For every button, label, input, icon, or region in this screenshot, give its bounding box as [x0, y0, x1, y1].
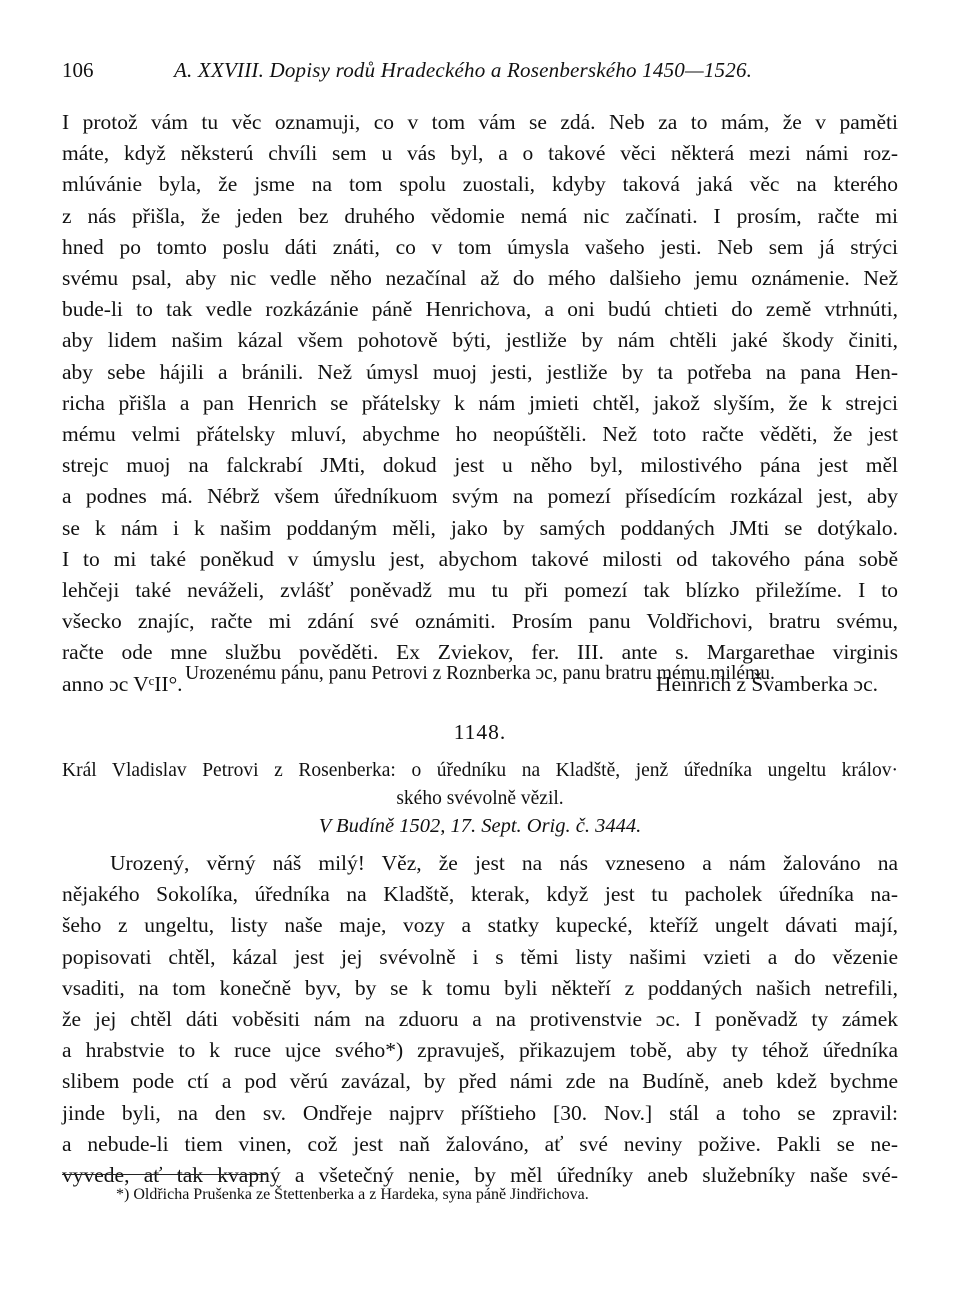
- text-line: a hrabstvie to k ruce ujce svého*) zpravuješ, přikazujem tobě, aby ty téhož úředníka: [62, 1038, 898, 1063]
- text-line: slibem pode ctí a pod věrú zavázal, by před námi zde na Budíně, aneb kdež bychme: [62, 1069, 898, 1094]
- text-line: jinde byli, na den sv. Ondřeje najprv příštieho [30. Nov.] stál a toho se zpravil:: [62, 1100, 898, 1125]
- text-line: vsaditi, na tom konečně byv, by se k tomu byli někteří z poddaných našich netrefili,: [62, 975, 898, 1000]
- text-line: svému psal, aby nic vedle něho nezačínal až do mého dalšieho jemu oznámenie. Než: [62, 266, 898, 291]
- text-line: všecko znajíc, račte mi zdání své oznámiti. Prosím panu Voldřichovi, bratru svému,: [62, 609, 898, 634]
- text-line: že jej chtěl dáti voběsiti nám na zduoru a na protivenstvie ɔc. I poněvadž ty zámek: [62, 1007, 898, 1032]
- text-line: mlúvánie byla, že jsme na tom spolu zuostali, kdyby taková jaká věc na kterého: [62, 172, 898, 197]
- text-line: šeho z ungeltu, listy naše maje, vozy a statky kupecké, kteříž ungelt dávati mají,: [62, 913, 898, 938]
- letter-body: [62, 107, 898, 700]
- text-line: z nás přišla, že jeden bez druhého vědomie nemá nic začínati. I prosím, račte mi: [62, 203, 898, 228]
- text-line: Urozený, věrný náš milý! Věz, že jest na nás vzneseno a nám žalováno na: [110, 851, 898, 875]
- page-number: 106: [62, 58, 94, 82]
- text-line: bude-li to tak vedle rozkázánie páně Henrichova, a oni budú chtieti do země vtrhnúti,: [62, 297, 898, 322]
- text-line: máte, když něksterú chvíli sem u vás byl, a o takové věci některá mezi námi roz-: [62, 141, 898, 166]
- document-regest: [62, 757, 898, 813]
- footnote-divider: [62, 1174, 266, 1175]
- running-title: A. XXVIII. Dopisy rodů Hradeckého a Rosenberského 1450—1526.: [174, 58, 753, 82]
- text-line: I to mi také poněkud v úmyslu jest, abychom takové milosti od takového pána sobě: [62, 546, 898, 571]
- text-line: račte ode mne službu pověděti. Ex Zviekov, fer. III. ante s. Margarethae virginis: [62, 640, 898, 665]
- signature: Heinrich z Švamberka ɔc.: [655, 671, 878, 696]
- letter-address: Urozenému pánu, panu Petrovi z Roznberka ɔc, panu bratru mému milému.: [185, 663, 775, 684]
- regest-line: Král Vladislav Petrovi z Rosenberka: o úředníku na Kladště, jenž úředníka ungeltu králov·: [62, 760, 898, 781]
- text-line: hned po tomto poslu dáti znáti, co v tom úmysla vašeho jesti. Neb sem já strýci: [62, 234, 898, 259]
- document-body: [62, 848, 898, 1191]
- text-line: lehčeji také neváželi, zvlášť poněvadž mu tu při pomezí tak blízko přiležíme. I to: [62, 578, 898, 603]
- text-line: vyvede, ať tak kvapný a všetečný nenie, by měl úředníky aneb služebníky naše své-: [62, 1163, 898, 1188]
- footnote: *) Oldřicha Prušenka ze Štettenberka a z Hardeka, syna páně Jindřichova.: [116, 1186, 589, 1203]
- document-dating: V Budíně 1502, 17. Sept. Orig. č. 3444.: [318, 815, 642, 837]
- text-line: aby lidem našim kázal všem pohotově býti, jestliže by nám chtěli jaké škody činiti,: [62, 328, 898, 353]
- text-line: nějakého Sokolíka, úředníka na Kladště, kterak, když jest tu pacholek úředníka na-: [62, 882, 898, 907]
- text-line: popisovati chtěl, kázal jest jej svévolně i s těmi listy našimi vzieti a do vězenie: [62, 944, 898, 969]
- text-line: a podnes má. Nébrž všem úředníkuom svým na pomezí přísedícím rozkázal jest, aby: [62, 484, 898, 509]
- text-line: mému velmi přátelsky mluví, abychme ho neopúštěli. Než toto račte věděti, že jest: [62, 422, 898, 447]
- text-line: aby sebe hájili a bránili. Než úmysl muoj jesti, jestliže by ta potřeba na pana Hen-: [62, 359, 898, 384]
- page-header: [62, 58, 898, 88]
- regest-line: ského svévolně vězil.: [396, 788, 564, 809]
- text-line: richa přišla a pan Henrich se přátelsky k nám jmieti chtěl, jakož slyším, že k strejci: [62, 390, 898, 415]
- text-line: I protož vám tu věc oznamuji, co v tom vám se zdá. Neb za to mám, že v paměti: [62, 110, 898, 134]
- document-number: 1148.: [453, 720, 507, 744]
- text-line: a nebude-li tiem vinen, což jest naň žalováno, ať své neviny požive. Pakli se ne-: [62, 1131, 898, 1156]
- closing-date: anno ɔc VᶜII°.: [62, 671, 183, 696]
- text-line: strejc muoj na falckrabí JMti, dokud jest u něho byl, milostivého pána jest měl: [62, 453, 898, 478]
- text-line: se k nám i k našim poddaným měli, jako by samých poddaných JMti se dotýkalo.: [62, 515, 898, 540]
